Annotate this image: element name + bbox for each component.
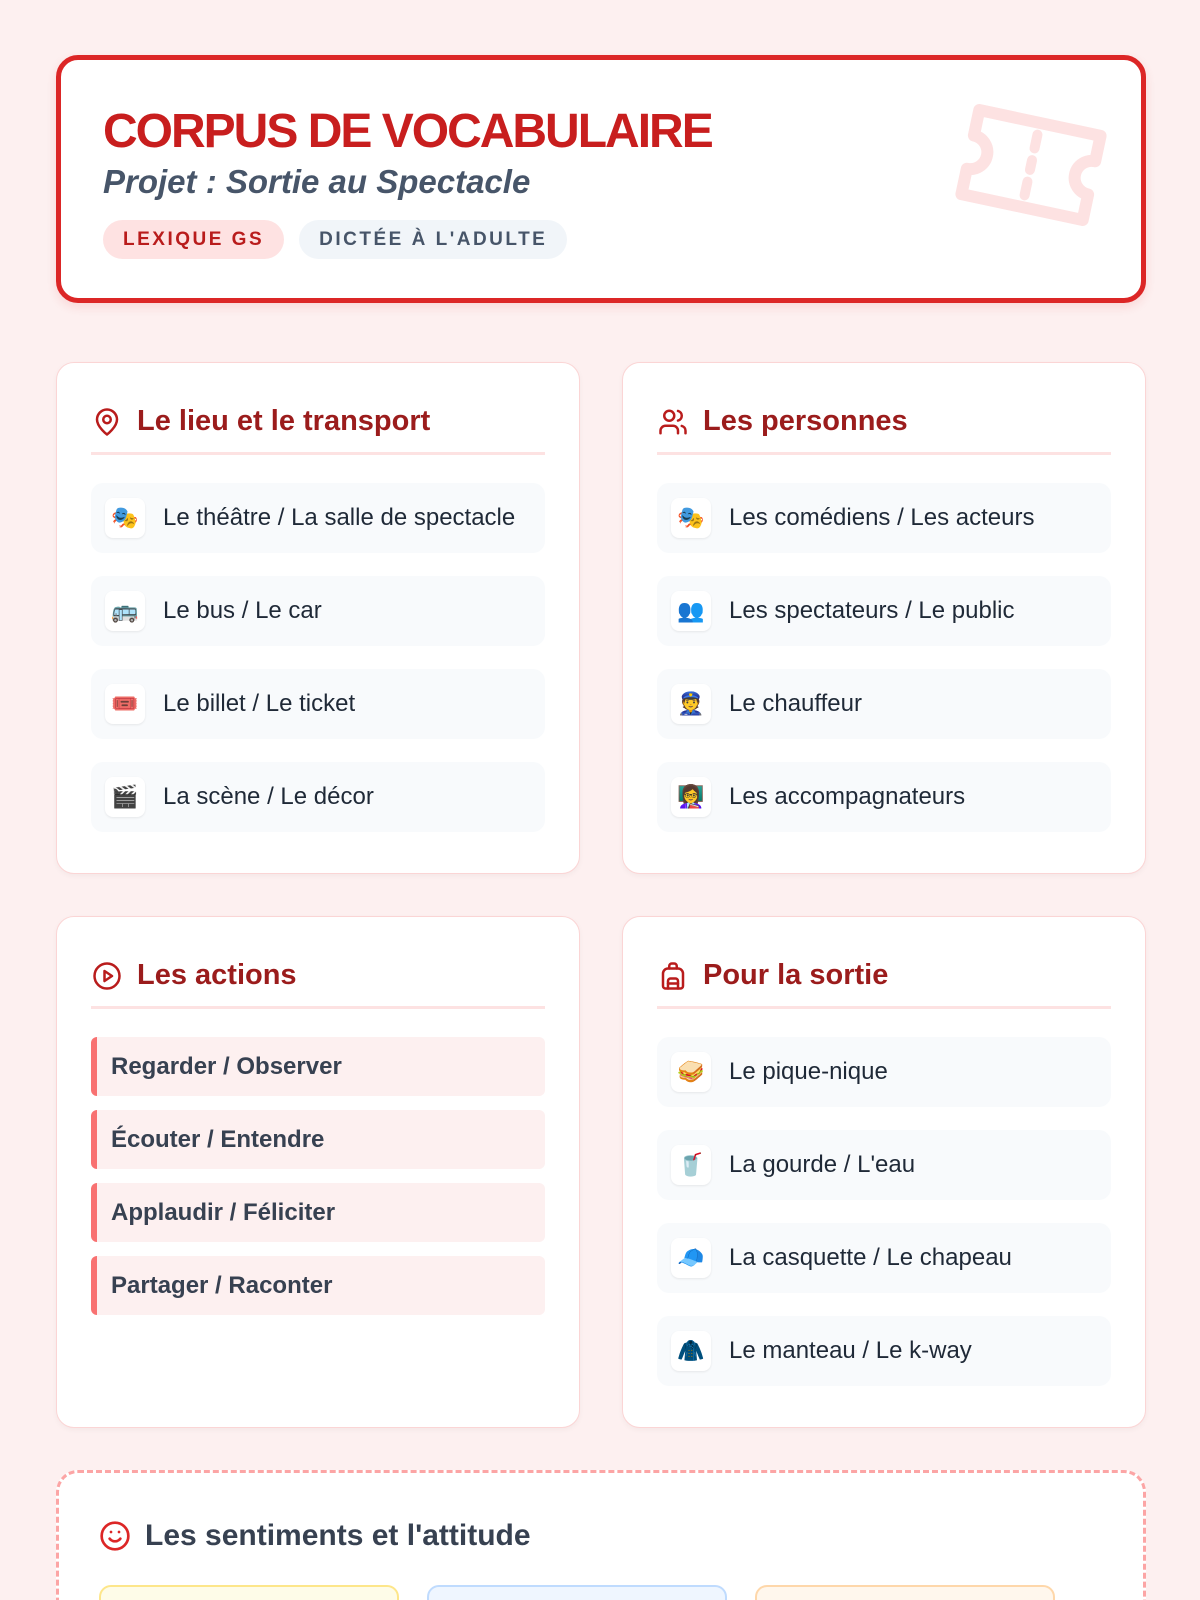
card-lieu-transport (56, 362, 580, 874)
map-pin-icon (91, 406, 123, 438)
item-label: Le billet / Le ticket (163, 690, 356, 717)
list-item (657, 669, 1111, 739)
clapper-board-icon: 🎬 (105, 777, 145, 817)
card-sortie (622, 916, 1146, 1428)
people-icon: 👥 (671, 591, 711, 631)
card-header (91, 399, 545, 455)
item-label: Le manteau / Le k-way (729, 1337, 972, 1364)
sentiment-box (99, 1585, 399, 1600)
card-title: Les sentiments et l'attitude (145, 1519, 531, 1552)
sentiment-box (427, 1585, 727, 1600)
tag-lexique: LEXIQUE GS (103, 220, 284, 259)
card-header (99, 1519, 1143, 1553)
item-label: La scène / Le décor (163, 783, 374, 810)
action-item: Partager / Raconter (91, 1256, 545, 1315)
card-personnes (622, 362, 1146, 874)
smile-icon (99, 1520, 131, 1552)
word-list (91, 483, 545, 832)
cap-icon: 🧢 (671, 1238, 711, 1278)
coat-icon: 🧥 (671, 1331, 711, 1371)
item-label: La casquette / Le chapeau (729, 1244, 1012, 1271)
item-label: Le chauffeur (729, 690, 862, 717)
ticket-icon (951, 100, 1111, 235)
ticket-icon: 🎟️ (105, 684, 145, 724)
action-item: Applaudir / Féliciter (91, 1183, 545, 1242)
card-sentiments (56, 1470, 1146, 1600)
page-subtitle: Projet : Sortie au Spectacle (103, 163, 531, 200)
item-label: Les accompagnateurs (729, 783, 966, 810)
action-list (91, 1037, 545, 1315)
theatre-masks-icon: 🎭 (671, 498, 711, 538)
driver-icon: 👮 (671, 684, 711, 724)
card-actions (56, 916, 580, 1428)
list-item (657, 1037, 1111, 1107)
list-item (657, 1316, 1111, 1386)
card-header (657, 953, 1111, 1009)
item-label: Les spectateurs / Le public (729, 597, 1015, 624)
item-label: Le pique-nique (729, 1058, 888, 1085)
list-item (657, 762, 1111, 832)
bus-icon: 🚌 (105, 591, 145, 631)
action-item: Écouter / Entendre (91, 1110, 545, 1169)
list-item (657, 1223, 1111, 1293)
card-header (91, 953, 545, 1009)
action-item: Regarder / Observer (91, 1037, 545, 1096)
item-label: Le bus / Le car (163, 597, 322, 624)
sentiment-list (99, 1585, 1055, 1600)
users-icon (657, 406, 689, 438)
card-title: Les actions (137, 959, 297, 991)
sentiment-box (755, 1585, 1055, 1600)
card-title: Les personnes (703, 405, 908, 437)
list-item (91, 576, 545, 646)
backpack-icon (657, 960, 689, 992)
item-label: Les comédiens / Les acteurs (729, 504, 1035, 531)
card-title: Le lieu et le transport (137, 405, 431, 437)
theatre-masks-icon: 🎭 (105, 498, 145, 538)
sandwich-icon: 🥪 (671, 1052, 711, 1092)
page-title: CORPUS DE VOCABULAIRE (103, 105, 712, 158)
list-item (91, 669, 545, 739)
word-list (657, 1037, 1111, 1386)
play-circle-icon (91, 960, 123, 992)
word-list (657, 483, 1111, 832)
list-item (657, 483, 1111, 553)
header-card (56, 55, 1146, 303)
list-item (657, 576, 1111, 646)
list-item (91, 483, 545, 553)
tag-dictee: DICTÉE À L'ADULTE (299, 220, 567, 259)
item-label: Le théâtre / La salle de spectacle (163, 504, 516, 531)
item-label: La gourde / L'eau (729, 1151, 916, 1178)
list-item (91, 762, 545, 832)
card-title: Pour la sortie (703, 959, 889, 991)
list-item (657, 1130, 1111, 1200)
teacher-icon: 👩‍🏫 (671, 777, 711, 817)
cup-icon: 🥤 (671, 1145, 711, 1185)
card-header (657, 399, 1111, 455)
